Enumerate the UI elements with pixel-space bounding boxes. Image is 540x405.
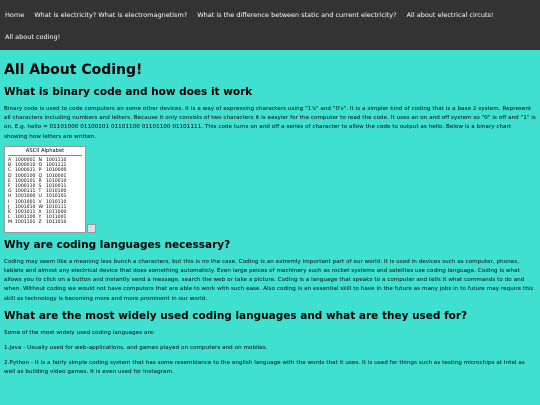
- ascii-left-codes: [15, 158, 35, 226]
- ascii-letter: N: [38, 158, 42, 164]
- nav-row-2: [0, 28, 540, 50]
- ascii-code: 1000100: [14, 173, 36, 179]
- ascii-letter: X: [38, 210, 42, 216]
- language-item-java: 1.Java - Usually used for web-applications, and games played on computers and on mobiles.: [4, 345, 268, 352]
- ascii-letter: E: [8, 178, 11, 184]
- ascii-alphabet-chart: [4, 146, 86, 233]
- ascii-letter: V: [38, 199, 42, 205]
- ascii-code: 1001010: [14, 204, 36, 210]
- ascii-letter: F: [8, 184, 11, 190]
- ascii-code: 1010011: [45, 184, 67, 190]
- ascii-code: 1001101: [14, 220, 36, 226]
- ascii-letter: T: [38, 189, 42, 195]
- ascii-code: 1010010: [45, 178, 67, 184]
- nav-link-coding[interactable]: All about coding!: [5, 33, 61, 41]
- ascii-code: 1010000: [45, 168, 67, 174]
- ascii-letter: S: [38, 184, 42, 190]
- section-heading-why-coding: Why are coding languages necessary?: [4, 238, 231, 251]
- ascii-code: 1001011: [14, 210, 36, 216]
- ascii-letter: H: [8, 194, 12, 200]
- languages-intro: Some of the most widely used coding languages are:: [4, 329, 156, 336]
- nav-link-electricity[interactable]: What is electricity? What is electromagnetism?: [34, 11, 188, 19]
- ascii-code: 1011000: [45, 210, 67, 216]
- section-heading-languages: What are the most widely used coding languages and what are they used for?: [4, 309, 468, 322]
- top-navigation: [0, 0, 540, 50]
- ascii-letter: C: [8, 168, 12, 174]
- ascii-right-codes: [46, 158, 66, 226]
- ascii-code: 1010100: [45, 189, 67, 195]
- nav-link-static-current[interactable]: What is the difference between static and current electricity?: [197, 11, 397, 19]
- ascii-code: 1000111: [14, 189, 36, 195]
- ascii-letter: L: [8, 215, 11, 221]
- ascii-code: 1001110: [45, 158, 67, 164]
- ascii-chart-title: ASCII Alphabet: [8, 149, 82, 156]
- ascii-code: 1000010: [14, 163, 36, 169]
- nav-link-circuits[interactable]: All about electrical circuts!: [406, 11, 494, 19]
- section-heading-binary: What is binary code and how does it work: [4, 86, 253, 98]
- ascii-left-letters: [8, 158, 12, 226]
- ascii-code: 1001001: [14, 199, 36, 205]
- ascii-letter: J: [8, 204, 10, 210]
- ascii-code: 1000011: [14, 168, 36, 174]
- ascii-letter: A: [8, 158, 12, 164]
- main-content: [0, 62, 540, 378]
- ascii-letter: Z: [38, 220, 42, 226]
- ascii-letter: I: [8, 199, 10, 205]
- ascii-letter: D: [8, 173, 12, 179]
- ascii-letter: B: [8, 163, 12, 169]
- ascii-letter: G: [8, 189, 12, 195]
- broken-image-icon: [87, 224, 96, 233]
- ascii-right-letters: [38, 158, 43, 226]
- ascii-letter: Q: [38, 173, 43, 179]
- ascii-letter: P: [38, 168, 42, 174]
- ascii-code: 1010001: [45, 173, 67, 179]
- language-item-python: 2.Python - It is a fairly simple coding system that has some resemblance to the english language with the words that it uses. It is used for things such as testing microchips at Intel as well as building video games. It is even used for instagram.: [4, 360, 525, 376]
- ascii-chart-columns: [8, 158, 82, 226]
- ascii-letter: R: [38, 178, 42, 184]
- ascii-chart-container: [4, 146, 536, 233]
- ascii-code: 1000110: [14, 184, 36, 190]
- ascii-letter: U: [38, 194, 42, 200]
- ascii-code: 1001100: [14, 215, 36, 221]
- ascii-letter: O: [38, 163, 43, 169]
- ascii-letter: K: [8, 210, 12, 216]
- ascii-code: 1001000: [14, 194, 36, 200]
- ascii-letter: Y: [38, 215, 42, 221]
- ascii-code: 1010110: [45, 199, 67, 205]
- ascii-code: 1001111: [45, 163, 67, 169]
- why-coding-paragraph: Coding may seem like a meaning less bunch a characters, but this is no the case. Coding is an extremly important part of our world. It is used in devices such as computer, phones, tablets and almost any electrical device that does something automaticly. Even large peices of machinery such as rocket systems and satelites use coding language. Coding is what allows you to click on a button and instantly send a message, search the web or take a picture. Coding is a language that speaks to a computer and tells it what commands to do and when. Without coding we would not have computers that are able to work with such ease. Also coding is an essential skill to have in the future as many jobs in to future may require this skill as technology is becoming more and more prominent in our world.: [4, 258, 534, 302]
- ascii-letter: W: [38, 204, 43, 210]
- binary-paragraph: Binary code is used to code computers an some other devices. It is a way of expressing characters using "1's" and "0's". It is a simpler kind of coding that is a base 2 system. Represent all characters including numbers and letters. Because it only consists of two characters it is easyier for the computer to read the code. It uses an on and off system so "0" is off and "1" is on. E.g. hello = 01101000 01100101 01101100 01101100 01101111. This code turns on and off a series of character to allow the code to output as hello. Below is a binary chart showing how letters are written.: [4, 106, 536, 140]
- page-title: All About Coding!: [4, 62, 143, 78]
- ascii-letter: M: [8, 220, 12, 226]
- ascii-code: 1000101: [14, 178, 36, 184]
- nav-link-home[interactable]: Home: [5, 11, 25, 19]
- ascii-code: 1011001: [45, 215, 67, 221]
- ascii-code: 1010111: [45, 204, 67, 210]
- nav-row-1: [0, 0, 540, 28]
- ascii-code: 1000001: [14, 158, 36, 164]
- ascii-code: 1010101: [45, 194, 67, 200]
- ascii-code: 1011010: [45, 220, 67, 226]
